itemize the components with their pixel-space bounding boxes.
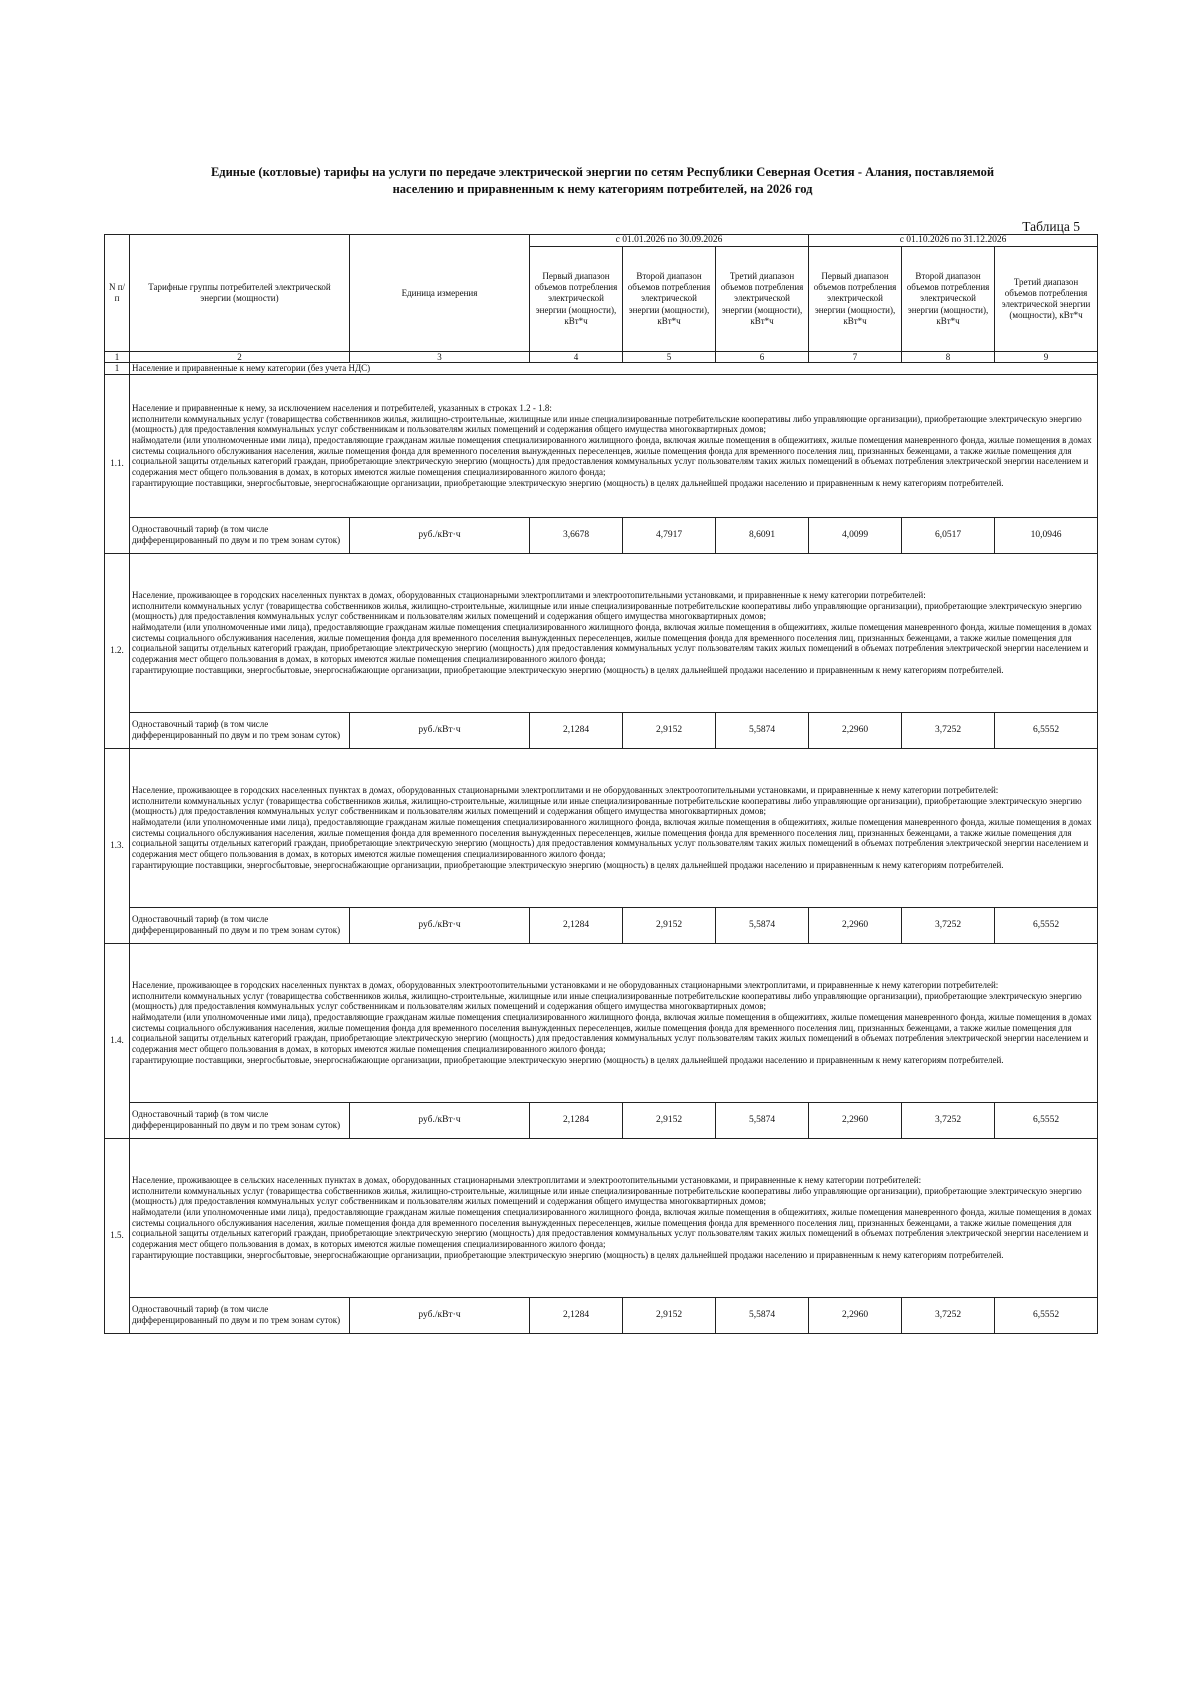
tariff-value: 4,7917 xyxy=(623,517,716,553)
tariff-value: 10,0946 xyxy=(995,517,1098,553)
tariff-value: 2,1284 xyxy=(530,1102,623,1138)
tariff-values-row xyxy=(105,1102,1098,1138)
description-paragraph: гарантирующие поставщики, энергосбытовые, энергоснабжающие организации, приобретающие электрическую энергию (мощность) в целях дальнейшей продажи населению и приравненным к нему категориям потребителей. xyxy=(132,1054,1004,1065)
tariff-value: 3,7252 xyxy=(902,712,995,748)
header-p2-range-2: Второй диапазон объемов потребления электрической энергии (мощности), кВт*ч xyxy=(902,247,995,352)
description-paragraph: исполнители коммунальных услуг (товарищества собственников жилья, жилищно-строительные, жилищные или иные специализированные потребительские кооперативы либо управляющие организации), приобретающие электрическую энергию (мощность) для предоставления коммунальных услуг собственникам и пользователям жилых помещений и содержания общего имущества многоквартирных домов; xyxy=(132,795,1082,817)
header-p1-range-2: Второй диапазон объемов потребления электрической энергии (мощности), кВт*ч xyxy=(623,247,716,352)
tariff-value: 2,9152 xyxy=(623,1102,716,1138)
header-p1-range-3: Третий диапазон объемов потребления электрической энергии (мощности), кВт*ч xyxy=(716,247,809,352)
tariff-label: Одноставочный тариф (в том числе дифференцированный по двум и по трем зонам суток) xyxy=(130,712,350,748)
tariff-value: 2,2960 xyxy=(809,712,902,748)
tariff-unit: руб./кВт·ч xyxy=(350,1297,530,1333)
description-paragraph: гарантирующие поставщики, энергосбытовые, энергоснабжающие организации, приобретающие электрическую энергию (мощность) в целях дальнейшей продажи населению и приравненным к нему категориям потребителей. xyxy=(132,859,1004,870)
tariff-description-row xyxy=(105,374,1098,517)
group-description xyxy=(130,553,1098,712)
section-num: 1 xyxy=(105,363,130,375)
description-paragraph: Население, проживающее в городских населенных пунктах в домах, оборудованных стационарными электроплитами и электроотопительными установками, и приравненные к нему категории потребителей: xyxy=(132,589,926,600)
colnum: 6 xyxy=(716,352,809,363)
tariff-description-row xyxy=(105,1138,1098,1297)
tariff-value: 5,5874 xyxy=(716,712,809,748)
description-paragraph: гарантирующие поставщики, энергосбытовые, энергоснабжающие организации, приобретающие электрическую энергию (мощность) в целях дальнейшей продажи населению и приравненным к нему категориям потребителей. xyxy=(132,1249,1004,1260)
tariff-description-row xyxy=(105,943,1098,1102)
row-number: 1.5. xyxy=(105,1138,130,1333)
header-p1-range-1: Первый диапазон объемов потребления электрической энергии (мощности), кВт*ч xyxy=(530,247,623,352)
description-paragraph: Население, проживающее в сельских населенных пунктах в домах, оборудованных стационарными электроплитами и электроотопительными установками, и приравненные к нему категории потребителей: xyxy=(132,1174,922,1185)
description-paragraph: Население и приравненные к нему, за исключением населения и потребителей, указанных в строках 1.2 - 1.8: xyxy=(132,402,552,413)
description-paragraph: исполнители коммунальных услуг (товарищества собственников жилья, жилищно-строительные, жилищные или иные специализированные потребительские кооперативы либо управляющие организации), приобретающие электрическую энергию (мощность) для предоставления коммунальных услуг собственникам и пользователям жилых помещений и содержания общего имущества многоквартирных домов; xyxy=(132,1185,1082,1207)
row-number: 1.3. xyxy=(105,748,130,943)
group-description xyxy=(130,943,1098,1102)
description-paragraph: исполнители коммунальных услуг (товарищества собственников жилья, жилищно-строительные, жилищные или иные специализированные потребительские кооперативы либо управляющие организации), приобретающие электрическую энергию (мощность) для предоставления коммунальных услуг собственникам и пользователям жилых помещений и содержания общего имущества многоквартирных домов; xyxy=(132,990,1082,1012)
tariff-value: 2,9152 xyxy=(623,712,716,748)
tariff-value: 2,2960 xyxy=(809,907,902,943)
row-number: 1.4. xyxy=(105,943,130,1138)
section-row xyxy=(105,363,1098,375)
row-number: 1.1. xyxy=(105,374,130,553)
section-title: Население и приравненные к нему категории (без учета НДС) xyxy=(130,363,1098,375)
colnum: 7 xyxy=(809,352,902,363)
page-title xyxy=(110,164,1095,198)
tariff-value: 3,7252 xyxy=(902,1102,995,1138)
description-paragraph: Население, проживающее в городских населенных пунктах в домах, оборудованных электроотопительными установками и не оборудованных стационарными электроплитами, и приравненные к нему категории потребителей: xyxy=(132,979,999,990)
description-paragraph: Население, проживающее в городских населенных пунктах в домах, оборудованных стационарными электроплитами и не оборудованных электроотопительными установками, и приравненные к нему категории потребителей: xyxy=(132,784,999,795)
colnum: 3 xyxy=(350,352,530,363)
column-number-row xyxy=(105,352,1098,363)
tariff-value: 2,2960 xyxy=(809,1297,902,1333)
tariff-value: 2,1284 xyxy=(530,907,623,943)
description-paragraph: исполнители коммунальных услуг (товарищества собственников жилья, жилищно-строительные, жилищные или иные специализированные потребительские кооперативы либо управляющие организации), приобретающие электрическую энергию (мощность) для предоставления коммунальных услуг собственникам и пользователям жилых помещений и содержания общего имущества многоквартирных домов; xyxy=(132,413,1082,435)
tariff-label: Одноставочный тариф (в том числе дифференцированный по двум и по трем зонам суток) xyxy=(130,1102,350,1138)
title-line-2: населению и приравненным к нему категориям потребителей, на 2026 год xyxy=(392,182,813,196)
tariff-value: 5,5874 xyxy=(716,1102,809,1138)
tariff-value: 4,0099 xyxy=(809,517,902,553)
tariff-value: 2,9152 xyxy=(623,907,716,943)
tariff-description-row xyxy=(105,553,1098,712)
description-paragraph: исполнители коммунальных услуг (товарищества собственников жилья, жилищно-строительные, жилищные или иные специализированные потребительские кооперативы либо управляющие организации), приобретающие электрическую энергию (мощность) для предоставления коммунальных услуг собственникам и пользователям жилых помещений и содержания общего имущества многоквартирных домов; xyxy=(132,600,1082,622)
header-num: N п/п xyxy=(105,235,130,352)
tariff-value: 3,7252 xyxy=(902,1297,995,1333)
group-description xyxy=(130,374,1098,517)
colnum: 5 xyxy=(623,352,716,363)
header-p2-range-1: Первый диапазон объемов потребления электрической энергии (мощности), кВт*ч xyxy=(809,247,902,352)
description-paragraph: наймодатели (или уполномоченные ими лица), предоставляющие гражданам жилые помещения специализированного жилищного фонда, включая жилые помещения в общежитиях, жилые помещения маневренного фонда, жилые помещения в домах системы социального обслуживания населения, жилые помещения фонда для временного поселения вынужденных переселенцев, жилые помещения фонда для временного поселения лиц, признанных беженцами, а также жилые помещения для социальной защиты отдельных категорий граждан, приобретающие электрическую энергию (мощность) для предоставления коммунальных услуг пользователям таких жилых помещений в объемах потребления электрической энергии населением и содержания мест общего пользования в домах, в которых имеются жилые помещения специализированного жилого фонда; xyxy=(132,435,1092,478)
tariff-unit: руб./кВт·ч xyxy=(350,517,530,553)
tariff-value: 3,6678 xyxy=(530,517,623,553)
header-period-1: с 01.01.2026 по 30.09.2026 xyxy=(530,235,809,247)
colnum: 2 xyxy=(130,352,350,363)
tariff-value: 3,7252 xyxy=(902,907,995,943)
tariff-value: 5,5874 xyxy=(716,1297,809,1333)
tariff-value: 6,5552 xyxy=(995,712,1098,748)
tariff-value: 2,1284 xyxy=(530,1297,623,1333)
tariff-values-row xyxy=(105,517,1098,553)
group-description xyxy=(130,748,1098,907)
tariff-label: Одноставочный тариф (в том числе дифференцированный по двум и по трем зонам суток) xyxy=(130,517,350,553)
header-group: Тарифные группы потребителей электрической энергии (мощности) xyxy=(130,235,350,352)
tariff-value: 6,5552 xyxy=(995,1102,1098,1138)
description-paragraph: наймодатели (или уполномоченные ими лица), предоставляющие гражданам жилые помещения специализированного жилищного фонда, включая жилые помещения в общежитиях, жилые помещения маневренного фонда, жилые помещения в домах системы социального обслуживания населения, жилые помещения фонда для временного поселения вынужденных переселенцев, жилые помещения фонда для временного поселения лиц, признанных беженцами, а также жилые помещения для социальной защиты отдельных категорий граждан, приобретающие электрическую энергию (мощность) для предоставления коммунальных услуг пользователям таких жилых помещений в объемах потребления электрической энергии населением и содержания мест общего пользования в домах, в которых имеются жилые помещения специализированного жилого фонда; xyxy=(132,1207,1092,1250)
header-period-2: с 01.10.2026 по 31.12.2026 xyxy=(809,235,1098,247)
tariff-value: 2,2960 xyxy=(809,1102,902,1138)
tariff-values-row xyxy=(105,712,1098,748)
group-description xyxy=(130,1138,1098,1297)
table-label: Таблица 5 xyxy=(1022,219,1080,234)
description-paragraph: наймодатели (или уполномоченные ими лица), предоставляющие гражданам жилые помещения специализированного жилищного фонда, включая жилые помещения в общежитиях, жилые помещения маневренного фонда, жилые помещения в домах системы социального обслуживания населения, жилые помещения фонда для временного поселения вынужденных переселенцев, жилые помещения фонда для временного поселения лиц, признанных беженцами, а также жилые помещения для социальной защиты отдельных категорий граждан, приобретающие электрическую энергию (мощность) для предоставления коммунальных услуг пользователям таких жилых помещений в объемах потребления электрической энергии населением и содержания мест общего пользования в домах, в которых имеются жилые помещения специализированного жилого фонда; xyxy=(132,1012,1092,1055)
tariff-value: 2,9152 xyxy=(623,1297,716,1333)
tariff-description-row xyxy=(105,748,1098,907)
colnum: 1 xyxy=(105,352,130,363)
header-unit: Единица измерения xyxy=(350,235,530,352)
description-paragraph: гарантирующие поставщики, энергосбытовые, энергоснабжающие организации, приобретающие электрическую энергию (мощность) в целях дальнейшей продажи населению и приравненным к нему категориям потребителей. xyxy=(132,664,1004,675)
colnum: 8 xyxy=(902,352,995,363)
tariff-unit: руб./кВт·ч xyxy=(350,1102,530,1138)
header-p2-range-3: Третий диапазон объемов потребления электрической энергии (мощности), кВт*ч xyxy=(995,247,1098,352)
tariff-label: Одноставочный тариф (в том числе дифференцированный по двум и по трем зонам суток) xyxy=(130,1297,350,1333)
colnum: 4 xyxy=(530,352,623,363)
colnum: 9 xyxy=(995,352,1098,363)
tariff-values-row xyxy=(105,907,1098,943)
tariff-value: 8,6091 xyxy=(716,517,809,553)
tariff-label: Одноставочный тариф (в том числе дифференцированный по двум и по трем зонам суток) xyxy=(130,907,350,943)
tariff-value: 5,5874 xyxy=(716,907,809,943)
tariff-unit: руб./кВт·ч xyxy=(350,712,530,748)
description-paragraph: наймодатели (или уполномоченные ими лица), предоставляющие гражданам жилые помещения специализированного жилищного фонда, включая жилые помещения в общежитиях, жилые помещения маневренного фонда, жилые помещения в домах системы социального обслуживания населения, жилые помещения фонда для временного поселения вынужденных переселенцев, жилые помещения фонда для временного поселения лиц, признанных беженцами, а также жилые помещения для социальной защиты отдельных категорий граждан, приобретающие электрическую энергию (мощность) для предоставления коммунальных услуг пользователям таких жилых помещений в объемах потребления электрической энергии населением и содержания мест общего пользования в домах, в которых имеются жилые помещения специализированного жилого фонда; xyxy=(132,622,1092,665)
tariff-value: 6,5552 xyxy=(995,907,1098,943)
tariff-value: 6,0517 xyxy=(902,517,995,553)
tariff-values-row xyxy=(105,1297,1098,1333)
tariff-value: 6,5552 xyxy=(995,1297,1098,1333)
title-line-1: Единые (котловые) тарифы на услуги по передаче электрической энергии по сетям Республики Северная Осетия - Алания, поставляемой xyxy=(210,165,995,179)
tariff-unit: руб./кВт·ч xyxy=(350,907,530,943)
header-row-periods xyxy=(105,235,1098,247)
tariff-table xyxy=(104,234,1098,1334)
description-paragraph: гарантирующие поставщики, энергосбытовые, энергоснабжающие организации, приобретающие электрическую энергию (мощность) в целях дальнейшей продажи населению и приравненным к нему категориям потребителей. xyxy=(132,477,1004,488)
tariff-value: 2,1284 xyxy=(530,712,623,748)
row-number: 1.2. xyxy=(105,553,130,748)
description-paragraph: наймодатели (или уполномоченные ими лица), предоставляющие гражданам жилые помещения специализированного жилищного фонда, включая жилые помещения в общежитиях, жилые помещения маневренного фонда, жилые помещения в домах системы социального обслуживания населения, жилые помещения фонда для временного поселения вынужденных переселенцев, жилые помещения фонда для временного поселения лиц, признанных беженцами, а также жилые помещения для социальной защиты отдельных категорий граждан, приобретающие электрическую энергию (мощность) для предоставления коммунальных услуг пользователям таких жилых помещений в объемах потребления электрической энергии населением и содержания мест общего пользования в домах, в которых имеются жилые помещения специализированного жилого фонда; xyxy=(132,817,1092,860)
